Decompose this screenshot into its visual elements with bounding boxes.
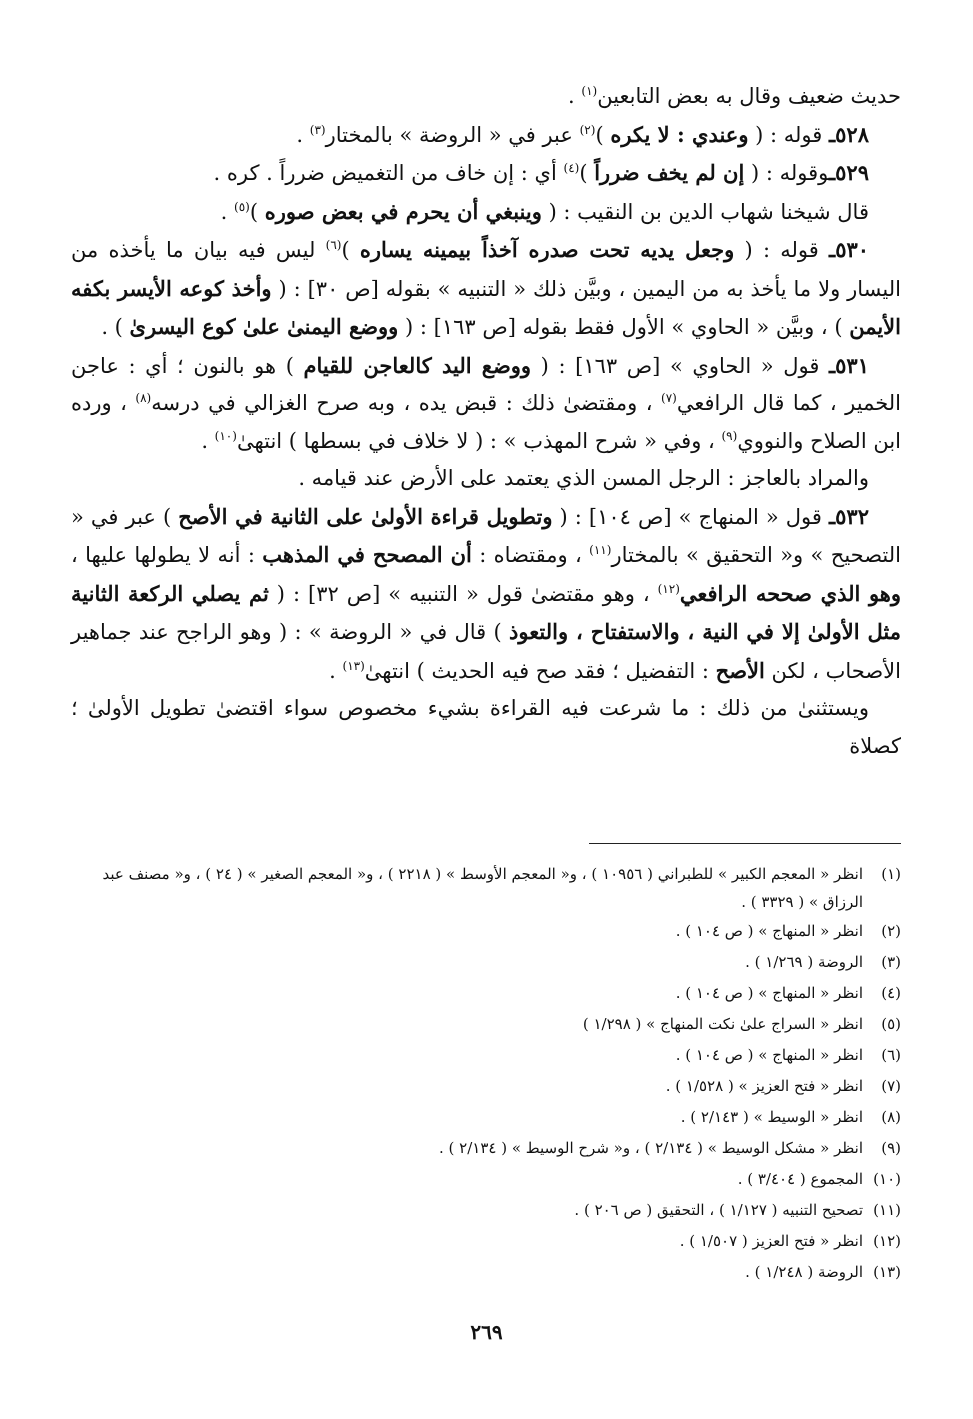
bold-text: وجعل يديه تحت صدره آخذاً بيمينه يساره <box>359 237 735 262</box>
footnote-marker: (٤) <box>563 161 580 175</box>
footnote-text: انظر « المنهاج » ( ص ١٠٤ ) . <box>675 1046 863 1064</box>
footnote-item <box>71 1195 901 1226</box>
footnote-marker: (١٢) <box>657 581 680 596</box>
footnote-number: (٤) <box>881 984 901 1002</box>
bold-text: وهو الذي صححه الرافعي <box>679 580 902 606</box>
bold-text: إن لم يخف ضرراً <box>594 160 745 185</box>
text-run: ) <box>341 238 360 262</box>
footnote-divider <box>589 843 901 844</box>
footnote-text: انظر « فتح العزيز » ( ١/٥٢٨ ) . <box>665 1077 863 1095</box>
footnote-text: انظر « المنهاج » ( ص ١٠٤ ) . <box>675 984 863 1002</box>
footnote-number: (١٠) <box>873 1170 901 1188</box>
footnote-marker: (١٣) <box>342 658 365 673</box>
text-run: ) <box>579 161 595 185</box>
bold-text: وأخذ كوعه الأيسر بكفه الأيمن <box>71 275 901 339</box>
text-run: قوله : ( <box>748 122 829 147</box>
footnote-marker: (٩) <box>721 428 738 443</box>
paragraph-p530 <box>71 231 901 347</box>
footnote-number: (٩) <box>881 1139 901 1157</box>
text-run: ، ورده ابن الصلاح والنووي <box>71 391 901 453</box>
text-run: قال شيخنا شهاب الدين بن النقيب : ( <box>541 199 869 224</box>
footnote-text: انظر « المنهاج » ( ص ١٠٤ ) . <box>675 922 863 940</box>
paragraph-p532 <box>71 498 901 691</box>
paragraph-p529 <box>71 154 901 193</box>
footnote-item <box>71 947 901 978</box>
footnote-number: (٦) <box>881 1046 901 1064</box>
text-run: والمراد بالعاجز : الرجل المسن الذي يعتمد على الأرض عند قيامه . <box>298 466 869 490</box>
footnote-item <box>71 1164 901 1195</box>
text-run: ) قال في « الروضة » : ( وهو الراجح عند جماهير الأصحاب ، لكن <box>71 620 901 683</box>
text-run: ) <box>595 122 611 147</box>
footnote-text: الروضة ( ١/٢٤٨ ) . <box>745 1263 863 1281</box>
footnote-item <box>71 1009 901 1040</box>
footnote-number: (١٢) <box>873 1232 901 1250</box>
text-run: ) ، وبيَّن « الحاوي » الأول فقط بقوله [ص ١٦٣] : ( <box>398 315 850 339</box>
text-run: ، وفي « شرح المهذب » : ( لا خلاف في بسطها ) انتهىٰ <box>236 428 722 453</box>
text-run: . <box>201 428 215 453</box>
paragraph-p528 <box>71 116 901 155</box>
footnote-marker: (٨) <box>135 391 152 405</box>
paragraph-p0 <box>71 78 901 116</box>
text-run: قول « المنهاج » [ص ١٠٤] : ( <box>552 504 829 529</box>
bold-text: وينبغي أن يحرم في بعض صوره <box>264 198 542 224</box>
text-run: ويستثنىٰ من ذلك : ما شرعت فيه القراءة بشيء مخصوص سواء اقتضىٰ تطويل الأولىٰ ؛ كصلاة <box>71 696 901 758</box>
footnote-text: انظر « فتح العزيز ( ١/٥٠٧ ) . <box>679 1232 863 1250</box>
bold-text: ٥٣٠ـ <box>829 237 870 262</box>
page-body <box>71 78 901 765</box>
bold-text: وتطويل قراءة الأولىٰ على الثانية في الأصح <box>178 503 553 529</box>
footnote-marker: (٦) <box>325 238 342 252</box>
text-run: ) <box>249 199 265 224</box>
footnote-marker: (١١) <box>589 543 612 557</box>
footnote-number: (٧) <box>881 1077 901 1095</box>
text-run: : أنه لا يطولها عليها ، <box>71 543 263 567</box>
text-run: قوله : ( <box>734 238 830 262</box>
footnote-number: (٥) <box>881 1015 901 1033</box>
footnote-item <box>71 978 901 1009</box>
bold-text: أن المصحح في المذهب <box>262 542 472 567</box>
footnote-item <box>71 1133 901 1164</box>
footnote-text: انظر « السراج علىٰ نكت المنهاج » ( ١/٢٩٨ ) <box>582 1015 863 1033</box>
paragraph-p531 <box>71 347 901 461</box>
text-run: : التفضيل ؛ فقد صح فيه الحديث ) انتهىٰ <box>364 658 716 683</box>
bold-text: الأصح <box>715 657 765 683</box>
text-run: . <box>329 658 343 683</box>
text-run: ليس فيه بيان ما يأخذه من اليسار ولا ما يأخذ به من اليمين ، وبيَّن ذلك « التنبيه » بقوله [ص ٣٠] : ( <box>71 238 901 301</box>
footnote-marker: (٥) <box>234 199 250 214</box>
footnote-item <box>71 1071 901 1102</box>
text-run: . <box>296 122 310 147</box>
footnote-marker: (١) <box>581 84 598 98</box>
footnote-item <box>71 1040 901 1071</box>
footnote-number: (١) <box>881 865 901 883</box>
text-run: حديث ضعيف وقال به بعض التابعين <box>597 84 901 108</box>
footnote-item <box>71 860 901 916</box>
text-run: ، ومقتضىٰ ذلك : قبض يده ، وبه صرح الغزالي في درسه <box>151 391 662 415</box>
bold-text: ٥٢٩ـ <box>829 160 869 185</box>
footnote-text: انظر « مشكل الوسيط » ( ٢/١٣٤ ) ، و« شرح الوسيط » ( ٢/١٣٤ ) . <box>439 1139 863 1157</box>
bold-text: وعندي : لا يكره <box>610 121 749 147</box>
text-run: ) هو بالنون ؛ أي : عاجن الخمير ، كما قال الرافعي <box>71 353 902 415</box>
bold-text: ووضع اليمنىٰ علىٰ كوع اليسرىٰ <box>129 314 399 339</box>
text-run: عبر في « الروضة » بالمختار <box>325 122 580 147</box>
text-run: قول « الحاوي » [ص ١٦٣] : ( <box>531 353 829 378</box>
footnote-text: انظر « الوسيط » ( ٢/١٤٣ ) . <box>680 1108 863 1126</box>
footnote-item <box>71 1226 901 1257</box>
footnote-marker: (١٠) <box>214 428 237 443</box>
footnote-number: (١١) <box>873 1201 901 1219</box>
footnote-marker: (٧) <box>661 391 677 405</box>
bold-text: ثم يصلي الركعة الثانية مثل الأولىٰ إلا في النية ، والاستفتاح ، والتعوذ <box>71 580 902 644</box>
footnotes <box>71 860 901 1288</box>
text-run: . <box>220 199 235 224</box>
text-run: . <box>568 84 582 108</box>
text-run: وقوله : ( <box>744 161 829 185</box>
main-text <box>71 78 901 765</box>
footnote-text: المجموع ( ٣/٤٠٤ ) . <box>737 1170 863 1188</box>
text-run: ، وهو مقتضىٰ قول « التنبيه » [ص ٣٢] : ( <box>268 581 658 606</box>
footnote-marker: (٣) <box>309 122 326 137</box>
footnote-item <box>71 1257 901 1288</box>
footnote-item <box>71 916 901 947</box>
footnote-item <box>71 1102 901 1133</box>
text-run: ) عبر في « التصحيح » و« التحقيق » بالمختار <box>71 504 902 567</box>
text-run: ، ومقتضاه : <box>471 543 590 567</box>
bold-text: ٥٣١ـ <box>828 352 869 378</box>
bold-text: ٥٢٨ـ <box>829 121 869 147</box>
paragraph-p531b <box>71 460 901 498</box>
paragraph-p529b <box>71 193 901 232</box>
text-run: أي : إن خاف من التغميض ضرراً . كره . <box>213 161 564 185</box>
footnote-number: (٢) <box>881 922 901 940</box>
text-run: ) . <box>101 315 130 339</box>
footnote-marker: (٢) <box>579 122 596 137</box>
footnote-text: انظر « المعجم الكبير » للطبراني ( ١٠٩٥٦ ) ، و« المعجم الأوسط » ( ٢٢١٨ ) ، و« المعجم الصغير » ( ٢٤ ) ، و« مصنف عبد الرزاق » ( ٣٣٢٩ ) . <box>102 865 863 911</box>
footnote-text: الروضة ( ١/٢٦٩ ) . <box>745 953 863 971</box>
paragraph-p532b <box>71 690 901 765</box>
footnote-number: (٨) <box>881 1108 901 1126</box>
page-number: ٢٦٩ <box>470 1320 503 1344</box>
bold-text: ووضع اليد كالعاجن للقيام <box>303 352 532 378</box>
footnote-number: (١٣) <box>873 1263 901 1281</box>
footnote-number: (٣) <box>881 953 901 971</box>
footnote-text: تصحيح التنبيه ( ١/١٢٧ ) ، التحقيق ( ص ٢٠٦ ) . <box>574 1201 863 1219</box>
bold-text: ٥٣٢ـ <box>828 503 869 529</box>
